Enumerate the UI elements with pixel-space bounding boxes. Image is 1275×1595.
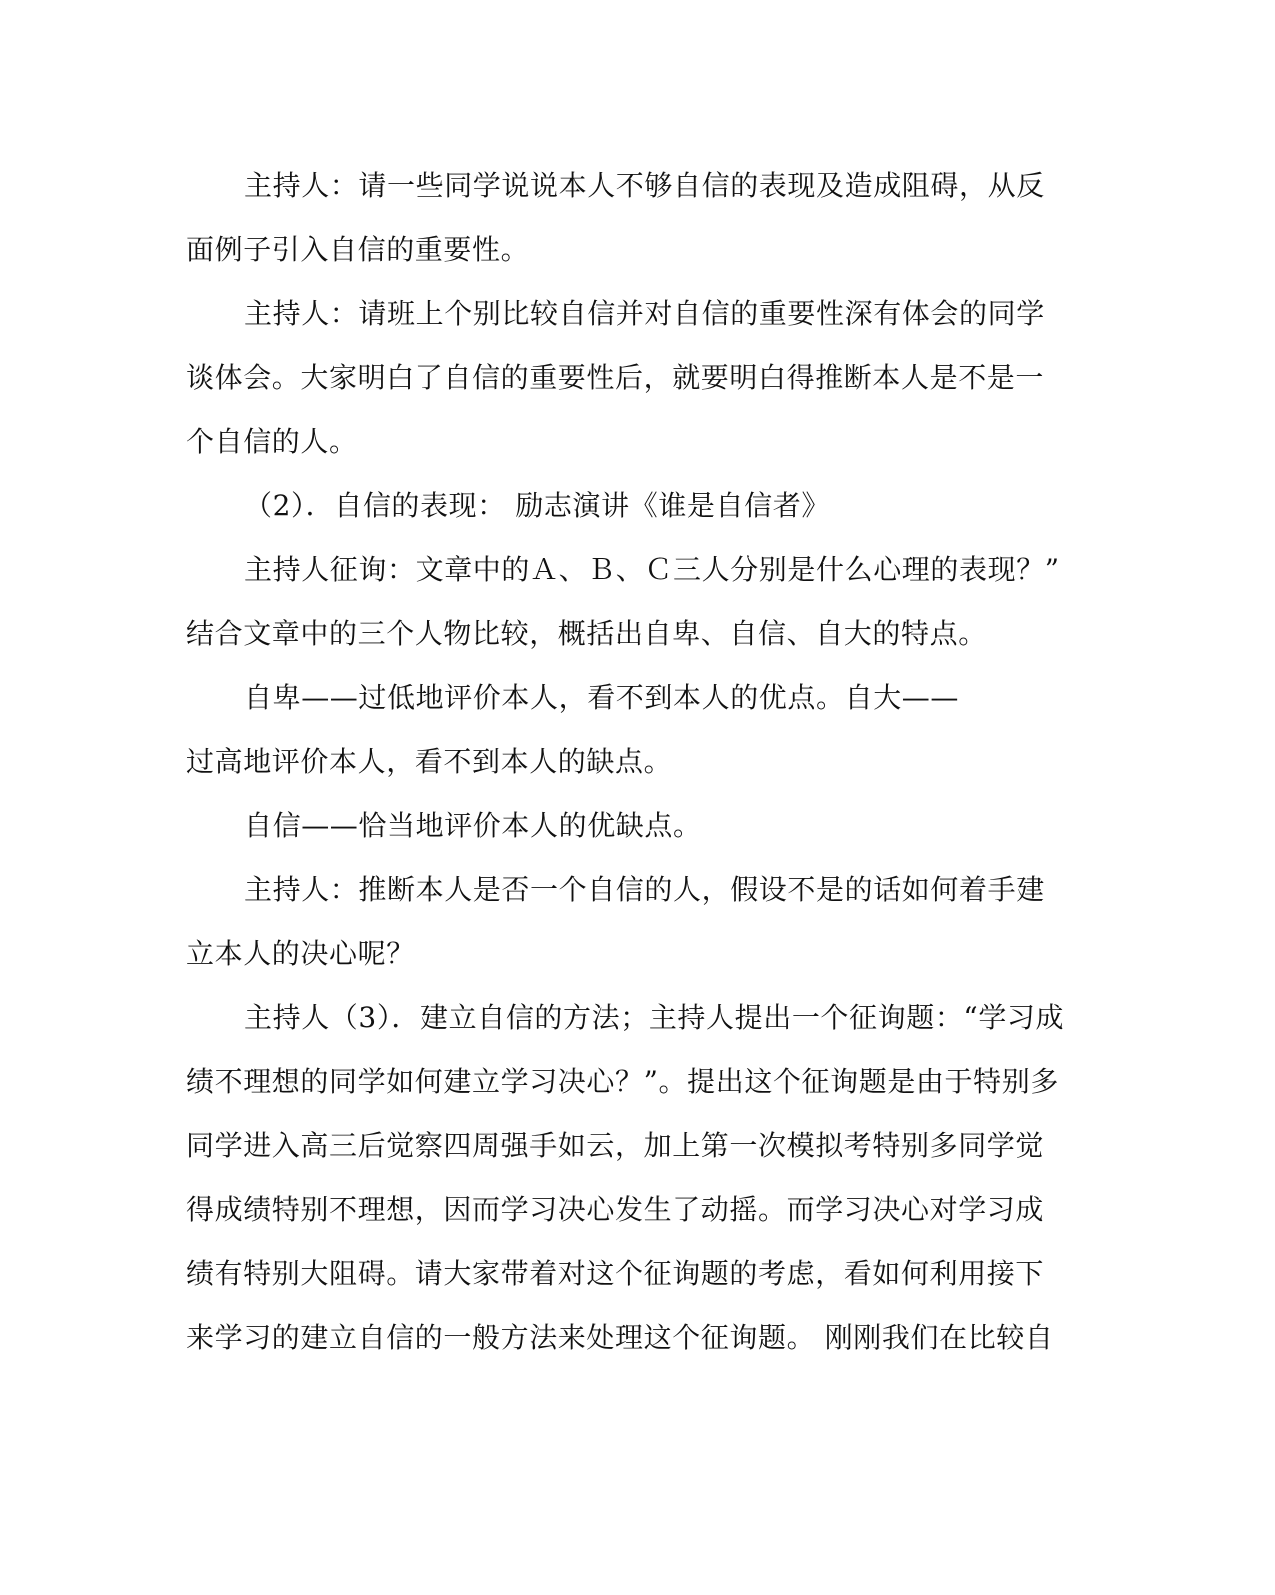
paragraph-line: 个自信的人。: [186, 425, 358, 458]
paragraph-line: 同学进入高三后觉察四周强手如云，加上第一次模拟考特别多同学觉: [186, 1129, 1045, 1162]
paragraph-line: 绩有特别大阻碍。请大家带着对这个征询题的考虑，看如何利用接下: [186, 1257, 1045, 1290]
paragraph-line: 结合文章中的三个人物比较，概括出自卑、自信、自大的特点。: [186, 617, 987, 650]
paragraph-line: 自信——恰当地评价本人的优缺点。: [244, 809, 702, 842]
paragraph-line: 面例子引入自信的重要性。: [186, 233, 530, 266]
paragraph-line: 主持人：请班上个别比较自信并对自信的重要性深有体会的同学: [244, 297, 1045, 330]
paragraph-line: 自卑——过低地评价本人，看不到本人的优点。自大——: [244, 681, 960, 714]
paragraph-line: 来学习的建立自信的一般方法来处理这个征询题。 刚刚我们在比较自: [186, 1321, 1054, 1354]
paragraph-line: 主持人（3）．建立自信的方法；主持人提出一个征询题：“学习成: [244, 1001, 1065, 1034]
paragraph-line: 立本人的决心呢？: [186, 937, 415, 970]
paragraph-line: 过高地评价本人，看不到本人的缺点。: [186, 745, 673, 778]
paragraph-line: 主持人：请一些同学说说本人不够自信的表现及造成阻碍，从反: [244, 169, 1045, 202]
paragraph-line: 得成绩特别不理想，因而学习决心发生了动摇。而学习决心对学习成: [186, 1193, 1045, 1226]
section-heading: （2）．自信的表现： 励志演讲《谁是自信者》: [244, 489, 830, 522]
paragraph-line: 主持人征询：文章中的Ａ、Ｂ、Ｃ三人分别是什么心理的表现？”: [244, 553, 1060, 586]
paragraph-line: 谈体会。大家明白了自信的重要性后，就要明白得推断本人是不是一: [186, 361, 1045, 394]
paragraph-line: 绩不理想的同学如何建立学习决心？”。提出这个征询题是由于特别多: [186, 1065, 1059, 1098]
paragraph-line: 主持人：推断本人是否一个自信的人，假设不是的话如何着手建: [244, 873, 1045, 906]
